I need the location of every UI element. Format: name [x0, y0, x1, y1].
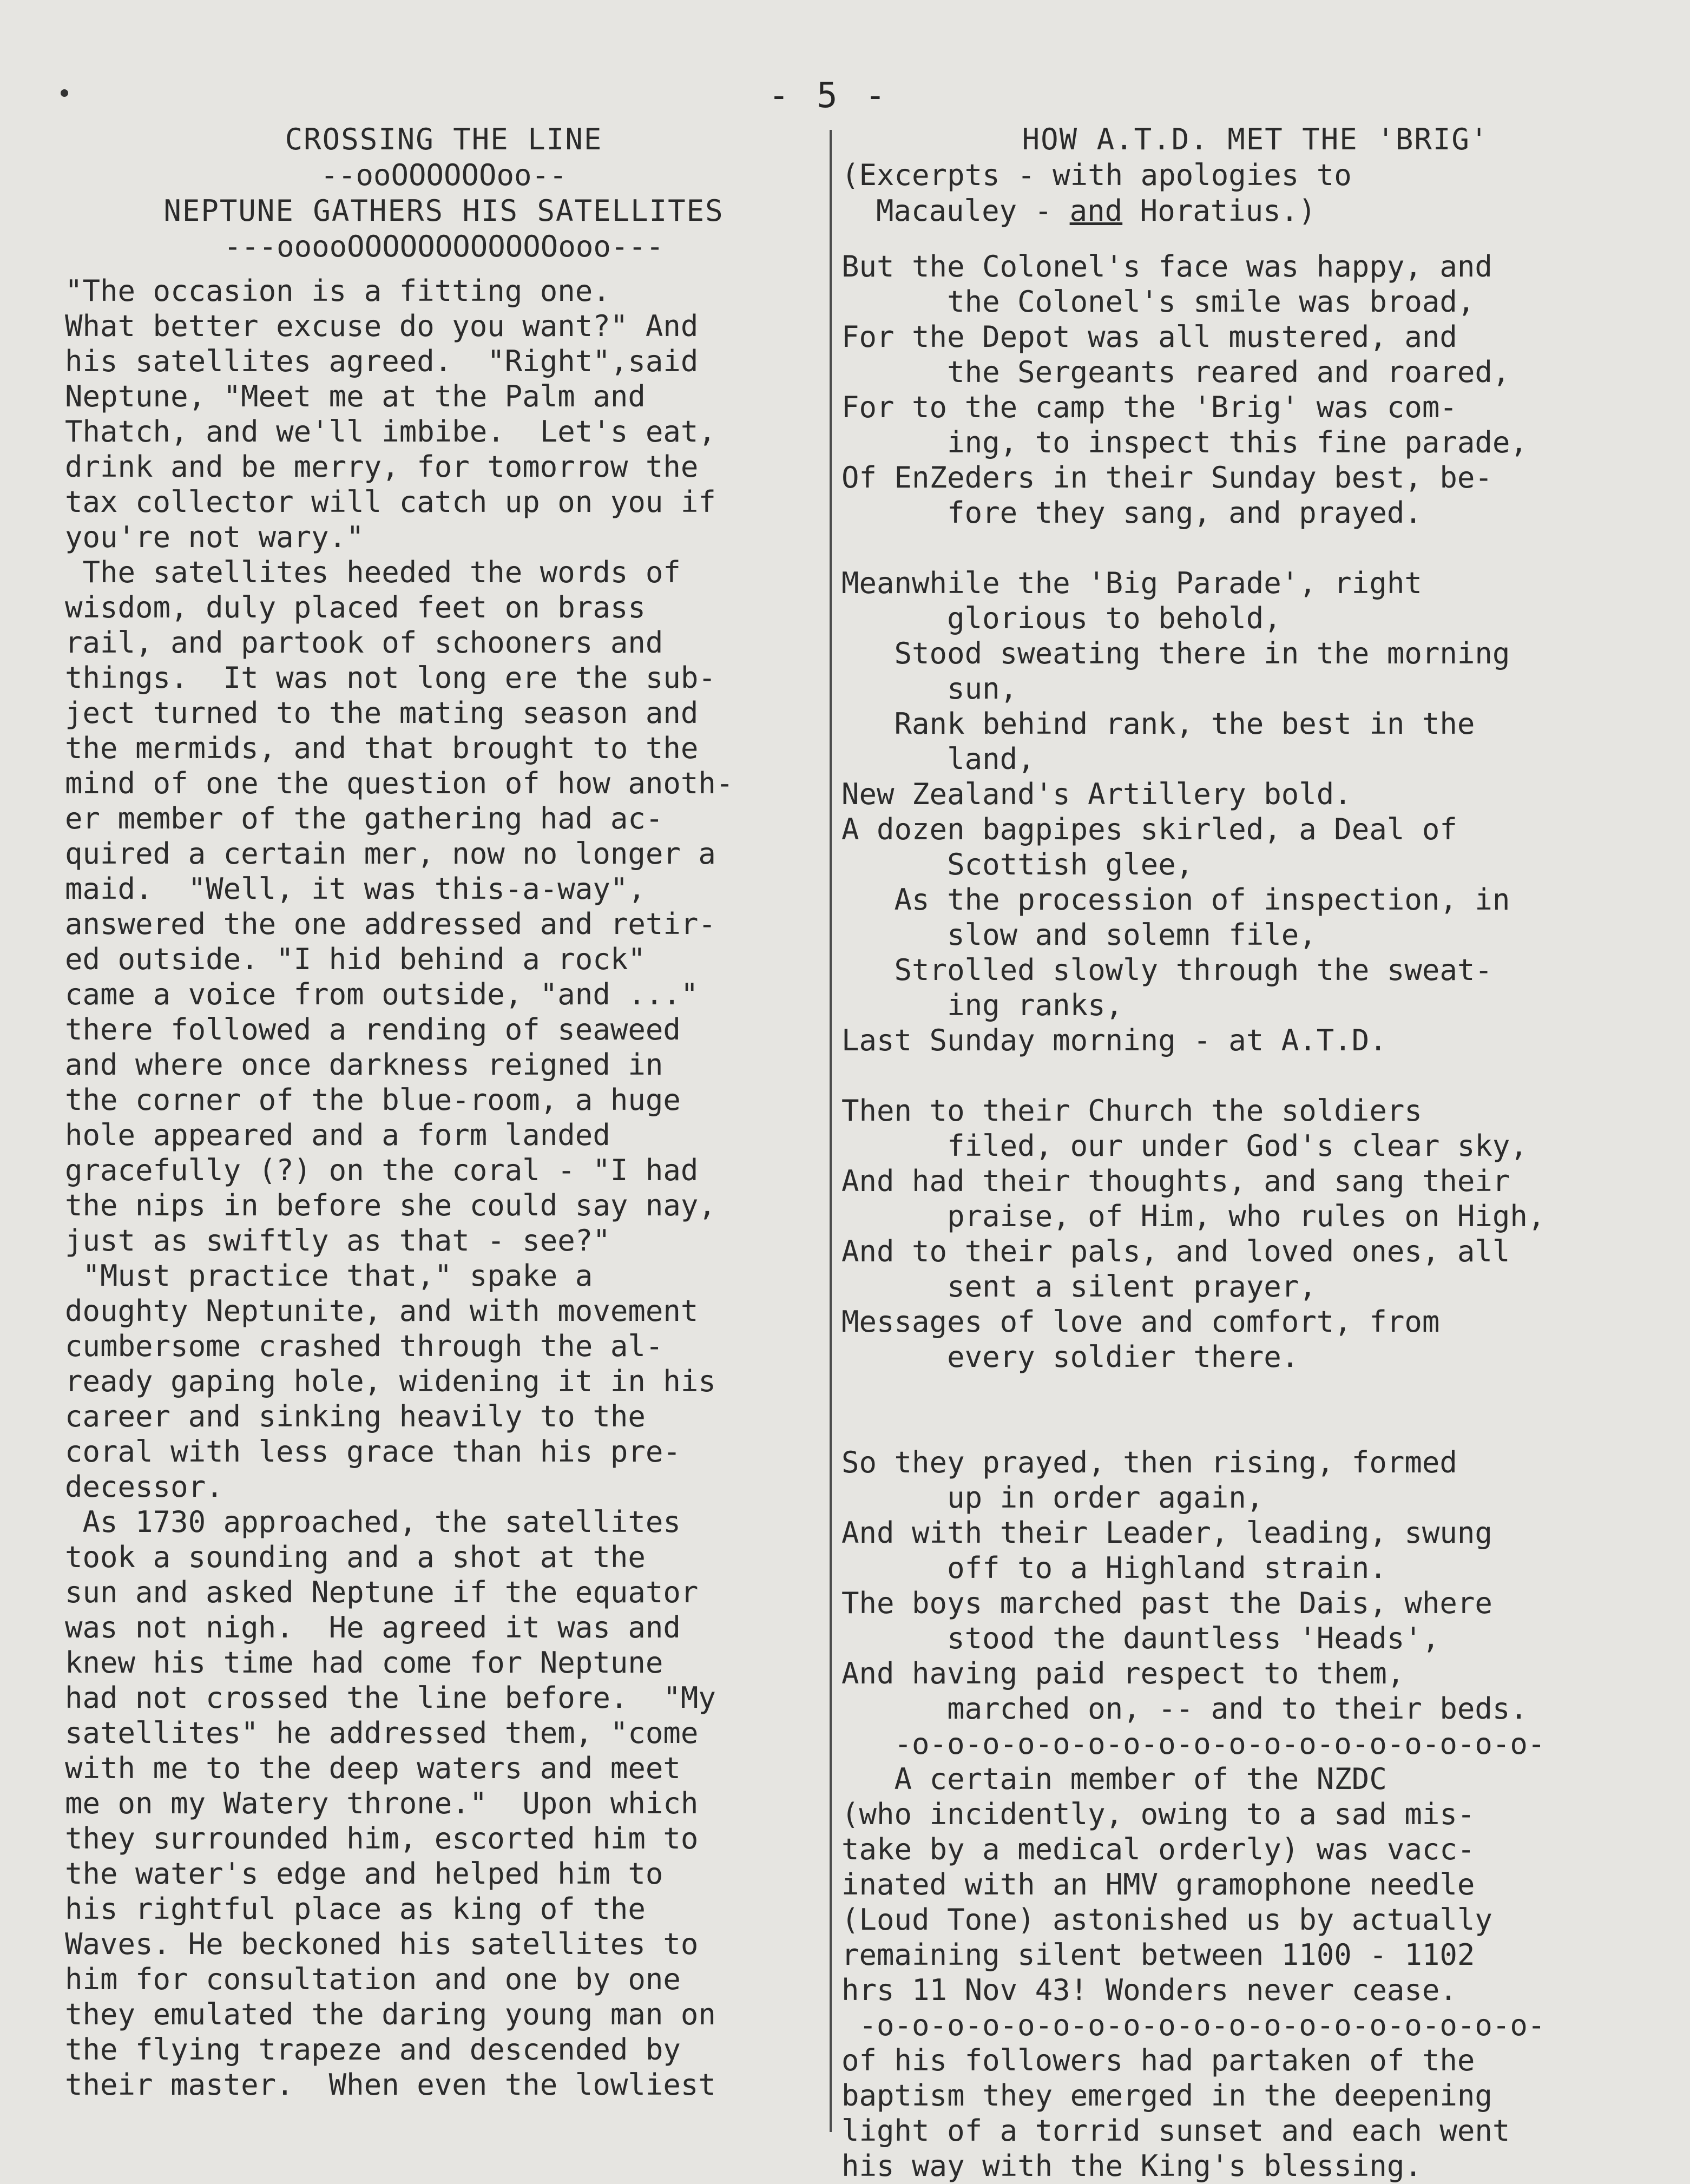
text-line: sun, — [841, 672, 1018, 706]
text-line: Waves. He beckoned his satellites to — [65, 1927, 699, 1961]
text-line: gracefully (?) on the coral - "I had — [65, 1153, 699, 1187]
text-line: filed, our under God's clear sky, — [841, 1129, 1528, 1163]
text-line: (who incidently, owing to a sad mis- — [841, 1797, 1475, 1831]
text-line: they emulated the daring young man on — [65, 1997, 716, 2031]
text-line: glorious to behold, — [841, 601, 1281, 635]
text-line: Scottish glee, — [841, 847, 1194, 882]
text-line: -o-o-o-o-o-o-o-o-o-o-o-o-o-o-o-o-o-o- — [841, 1727, 1546, 1761]
text-line: remaining silent between 1100 - 1102 — [841, 1938, 1475, 1972]
article-title: CROSSING THE LINE — [285, 122, 603, 156]
text-line: The satellites heeded the words of — [65, 555, 681, 589]
text-line: cumbersome crashed through the al- — [65, 1329, 663, 1363]
text-line: rail, and partook of schooners and — [65, 626, 663, 660]
text-line: the corner of the blue-room, a huge — [65, 1083, 681, 1117]
text-line: And to their pals, and loved ones, all — [841, 1234, 1510, 1268]
title-rule: --ooOOOOOOoo-- — [320, 158, 567, 192]
text-line: For the Depot was all mustered, and — [841, 320, 1457, 354]
text-line: light of a torrid sunset and each went — [841, 2114, 1510, 2148]
text-line: just as swiftly as that - see?" — [65, 1223, 610, 1258]
text-line: their master. When even the lowliest — [65, 2068, 716, 2102]
text-line: quired a certain mer, now no longer a — [65, 837, 716, 871]
subtitle-text: Macauley - — [876, 194, 1070, 228]
text-line: er member of the gathering had ac- — [65, 801, 663, 836]
text-line: Neptune, "Meet me at the Palm and — [65, 379, 646, 413]
text-line: And with their Leader, leading, swung — [841, 1516, 1492, 1550]
text-line: hole appeared and a form landed — [65, 1118, 610, 1152]
text-line: answered the one addressed and retir- — [65, 907, 716, 941]
text-line: As the procession of inspection, in — [841, 883, 1510, 917]
subtitle-text: Horatius.) — [1122, 194, 1316, 228]
left-column-crossing-the-line — [65, 0, 823, 2102]
text-line: Of EnZeders in their Sunday best, be- — [841, 461, 1492, 495]
text-line: drink and be merry, for tomorrow the — [65, 450, 699, 484]
text-line: came a voice from outside, "and ..." — [65, 977, 699, 1011]
text-line: New Zealand's Artillery bold. — [841, 777, 1352, 811]
text-line: there followed a rending of seaweed — [65, 1012, 681, 1047]
text-line: the flying trapeze and descended by — [65, 2032, 681, 2067]
text-line: As 1730 approached, the satellites — [65, 1505, 681, 1539]
text-line: the water's edge and helped him to — [65, 1857, 663, 1891]
text-line: And had their thoughts, and sang their — [841, 1164, 1510, 1198]
text-line: career and sinking heavily to the — [65, 1399, 646, 1433]
poem-title: HOW A.T.D. MET THE 'BRIG' — [1022, 122, 1489, 156]
text-line: the Sergeants reared and roared, — [841, 355, 1510, 389]
text-line: ing ranks, — [841, 988, 1123, 1022]
text-line: Stood sweating there in the morning — [841, 636, 1510, 670]
text-line: of his followers had partaken of the — [841, 2043, 1475, 2077]
text-line: decessor. — [65, 1470, 223, 1504]
text-line: every soldier there. — [841, 1340, 1299, 1374]
text-line: sent a silent prayer, — [841, 1269, 1317, 1304]
text-line: "Must practice that," spake a — [65, 1259, 593, 1293]
page-number: - 5 - — [768, 76, 889, 116]
text-line: ready gaping hole, widening it in his — [65, 1364, 716, 1398]
text-line: The boys marched past the Dais, where — [841, 1586, 1492, 1620]
text-line: the mermids, and that brought to the — [65, 731, 699, 765]
text-line: wisdom, duly placed feet on brass — [65, 590, 646, 624]
text-line: took a sounding and a shot at the — [65, 1540, 646, 1574]
text-line: ject turned to the mating season and — [65, 696, 699, 730]
text-line: his rightful place as king of the — [65, 1892, 646, 1926]
text-line: with me to the deep waters and meet — [65, 1751, 681, 1785]
text-line: had not crossed the line before. "My — [65, 1681, 716, 1715]
text-line: For to the camp the 'Brig' was com- — [841, 390, 1457, 424]
text-line: stood the dauntless 'Heads', — [841, 1621, 1440, 1655]
text-line: A certain member of the NZDC — [841, 1762, 1387, 1796]
text-line: What better excuse do you want?" And — [65, 309, 699, 343]
text-line: was not nigh. He agreed it was and — [65, 1610, 681, 1644]
text-line: ing, to inspect this fine parade, — [841, 425, 1528, 459]
text-line: Meanwhile the 'Big Parade', right — [841, 566, 1422, 600]
text-line: coral with less grace than his pre- — [65, 1435, 681, 1469]
text-line: things. It was not long ere the sub- — [65, 661, 716, 695]
text-line: the nips in before she could say nay, — [65, 1188, 716, 1222]
text-line: praise, of Him, who rules on High, — [841, 1199, 1546, 1233]
text-line: Messages of love and comfort, from — [841, 1305, 1440, 1339]
right-column-atd-met-the-brig — [841, 0, 1669, 2183]
text-line: Thatch, and we'll imbibe. Let's eat, — [65, 415, 716, 449]
text-line: doughty Neptunite, and with movement — [65, 1294, 699, 1328]
text-line: -o-o-o-o-o-o-o-o-o-o-o-o-o-o-o-o-o-o-o- — [841, 2008, 1546, 2042]
text-line: me on my Watery throne." Upon which — [65, 1786, 699, 1820]
text-line: fore they sang, and prayed. — [841, 496, 1422, 530]
article-subtitle: NEPTUNE GATHERS HIS SATELLITES — [163, 194, 724, 228]
text-line: the Colonel's smile was broad, — [841, 285, 1475, 319]
poem-subtitle-line-1: (Excerpts - with apologies to — [841, 158, 1352, 192]
text-line: maid. "Well, it was this-a-way", — [65, 872, 646, 906]
text-line: A dozen bagpipes skirled, a Deal of — [841, 812, 1457, 846]
poem-subtitle-line-2 — [876, 193, 1316, 229]
text-line: Strolled slowly through the sweat- — [841, 953, 1492, 987]
text-line: and where once darkness reigned in — [65, 1048, 663, 1082]
text-line: (Loud Tone) astonished us by actually — [841, 1903, 1492, 1937]
text-line: his way with the King's blessing. — [841, 2149, 1422, 2183]
text-line: slow and solemn file, — [841, 918, 1317, 952]
text-line: marched on, -- and to their beds. — [841, 1692, 1528, 1726]
subtitle-underlined-word: and — [1069, 194, 1123, 228]
text-line: satellites" he addressed them, "come — [65, 1716, 699, 1750]
text-line: ed outside. "I hid behind a rock" — [65, 942, 646, 976]
column-divider — [830, 130, 832, 2132]
text-line: tax collector will catch up on you if — [65, 485, 716, 519]
text-line: But the Colonel's face was happy, and — [841, 249, 1492, 284]
text-line: knew his time had come for Neptune — [65, 1646, 663, 1680]
text-line: Rank behind rank, the best in the — [841, 707, 1475, 741]
text-line: baptism they emerged in the deepening — [841, 2078, 1492, 2113]
text-line: And having paid respect to them, — [841, 1656, 1405, 1690]
text-line: his satellites agreed. "Right",said — [65, 344, 699, 378]
subtitle-rule: ---ooooOOOOOOOOOOOOooo--- — [223, 229, 664, 264]
text-line: "The occasion is a fitting one. — [65, 274, 610, 308]
text-line: take by a medical orderly) was vacc- — [841, 1832, 1475, 1866]
text-line: Then to their Church the soldiers — [841, 1094, 1422, 1128]
text-line: up in order again, — [841, 1481, 1264, 1515]
text-line: So they prayed, then rising, formed — [841, 1445, 1457, 1479]
text-line: land, — [841, 742, 1035, 776]
text-line: off to a Highland strain. — [841, 1551, 1387, 1585]
text-line: they surrounded him, escorted him to — [65, 1821, 699, 1856]
text-line: Last Sunday morning - at A.T.D. — [841, 1023, 1387, 1057]
text-line: inated with an HMV gramophone needle — [841, 1867, 1475, 1902]
text-line: sun and asked Neptune if the equator — [65, 1575, 699, 1609]
text-line: you're not wary." — [65, 520, 364, 554]
text-line: mind of one the question of how anoth- — [65, 766, 734, 800]
text-line: him for consultation and one by one — [65, 1962, 681, 1996]
text-line: hrs 11 Nov 43! Wonders never cease. — [841, 1973, 1457, 2007]
